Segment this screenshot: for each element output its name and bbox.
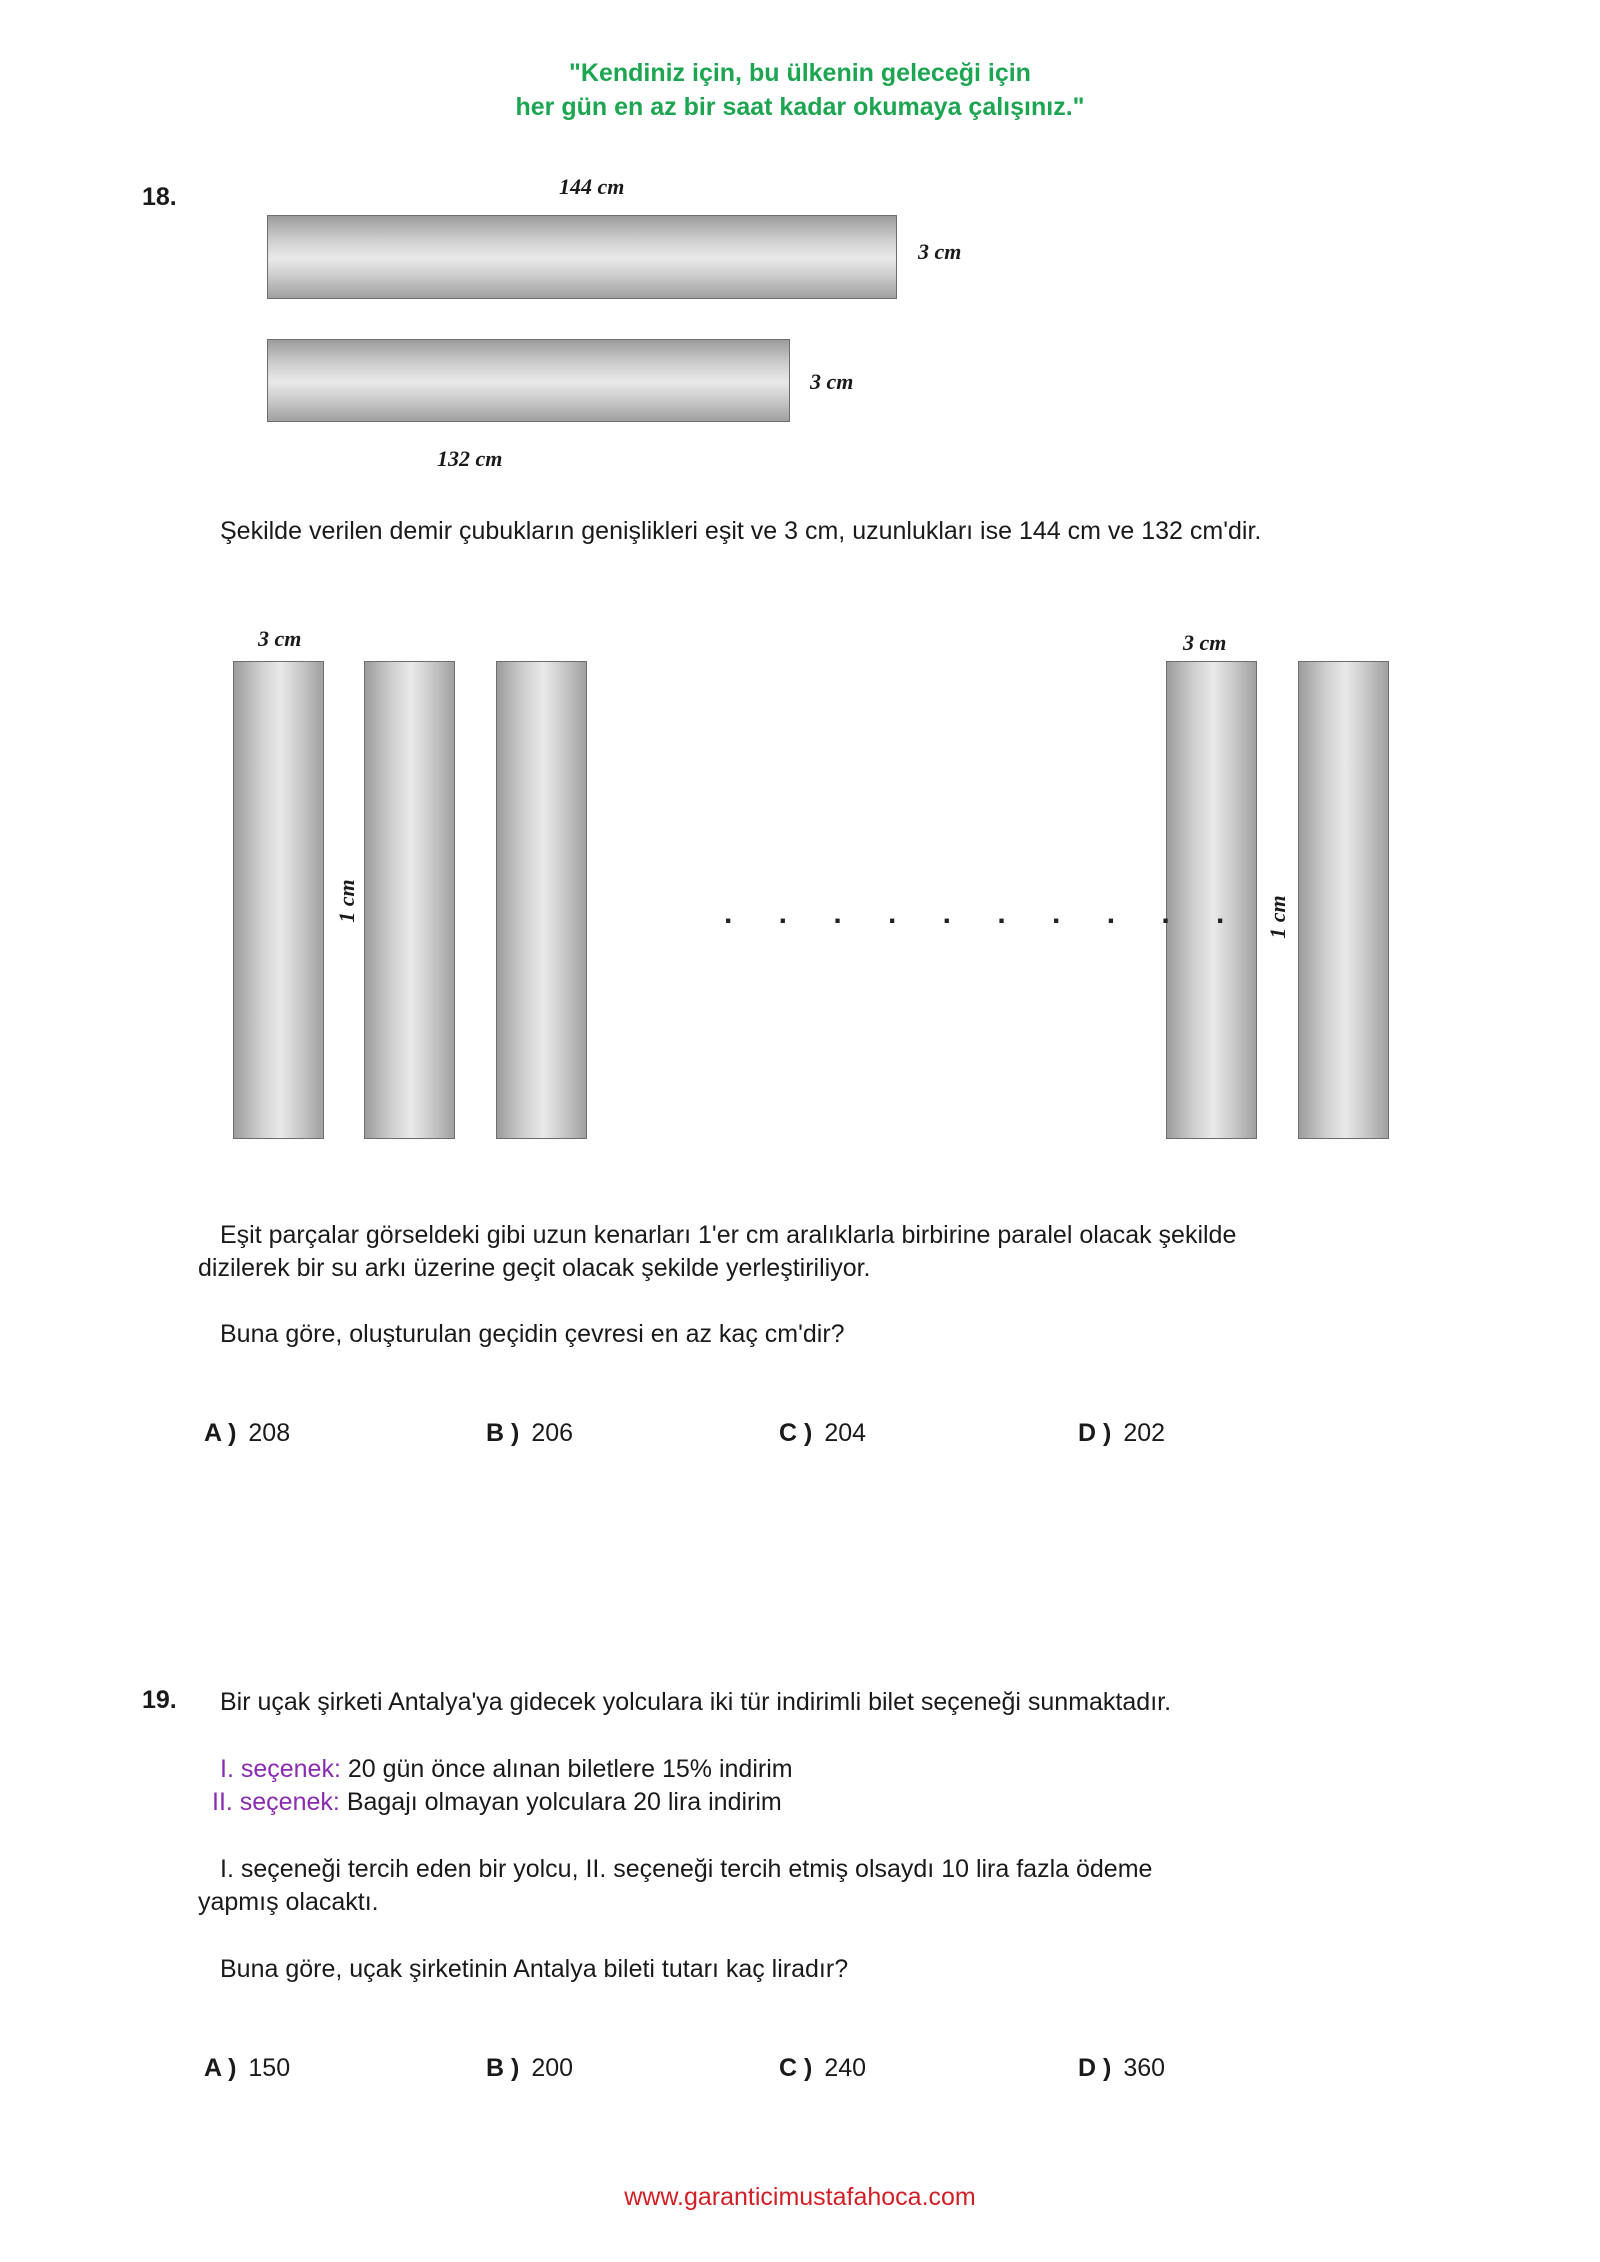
piece-2 [364, 661, 455, 1139]
q18-paragraph-line-1: Eşit parçalar görseldeki gibi uzun kenarları 1'er cm aralıklarla birbirine paralel olacak şekilde [220, 1221, 1237, 1249]
q18-statement: Şekilde verilen demir çubukların genişlikleri eşit ve 3 cm, uzunlukları ise 144 cm ve 132 cm'dir. [220, 517, 1262, 545]
bottom-bar-length-label: 132 cm [437, 446, 503, 471]
q19-statement: Bir uçak şirketi Antalya'ya gidecek yolculara iki tür indirimli bilet seçeneği sunmaktadır. [220, 1688, 1172, 1716]
quote-line-2: her gün en az bir saat kadar okumaya çalışınız." [515, 93, 1085, 121]
right-gap-label: 1 cm [1265, 895, 1290, 939]
q18-option-b[interactable]: B ) 206 [486, 1419, 574, 1447]
q19-choice-1 [220, 1753, 793, 1786]
q18-question: Buna göre, oluşturulan geçidin çevresi en az kaç cm'dir? [220, 1320, 845, 1348]
q18-option-c[interactable]: C ) 204 [779, 1419, 867, 1447]
q19-option-a[interactable]: A ) 150 [204, 2054, 291, 2082]
bottom-bar-width-label: 3 cm [810, 369, 854, 394]
q19-option-d[interactable]: D ) 360 [1078, 2054, 1166, 2082]
q18-option-d[interactable]: D ) 202 [1078, 1419, 1166, 1447]
q19-option-c[interactable]: C ) 240 [779, 2054, 867, 2082]
piece-3 [496, 661, 587, 1139]
piece-1 [233, 661, 324, 1139]
q19-option-b[interactable]: B ) 200 [486, 2054, 574, 2082]
choice-1-text: 20 gün önce alınan biletlere 15% indirim [347, 1755, 793, 1783]
q19-paragraph-line-2: yapmış olacaktı. [198, 1888, 379, 1916]
question-18-number: 18. [142, 183, 177, 211]
right-piece-width-label: 3 cm [1183, 630, 1227, 655]
top-bar-width-label: 3 cm [918, 239, 962, 264]
q19-paragraph-line-1: I. seçeneği tercih eden bir yolcu, II. seçeneği tercih etmiş olsaydı 10 lira fazla ödeme [220, 1855, 1153, 1883]
choice-2-text: Bagajı olmayan yolculara 20 lira indirim [346, 1788, 782, 1816]
footer-website-link[interactable]: www.garanticimustafahoca.com [624, 2183, 976, 2211]
left-piece-width-label: 3 cm [258, 626, 302, 651]
left-gap-label: 1 cm [334, 879, 359, 923]
choice-1-label: I. seçenek: [220, 1755, 341, 1783]
short-iron-bar [267, 339, 790, 422]
q18-paragraph-line-2: dizilerek bir su arkı üzerine geçit olacak şekilde yerleştiriliyor. [198, 1254, 871, 1282]
piece-n [1298, 661, 1389, 1139]
q18-option-a[interactable]: A ) 208 [204, 1419, 291, 1447]
q19-question: Buna göre, uçak şirketinin Antalya bileti tutarı kaç liradır? [220, 1955, 849, 1983]
q19-choice-2 [212, 1786, 782, 1819]
top-bar-length-label: 144 cm [559, 174, 625, 199]
quote-line-1: "Kendiniz için, bu ülkenin geleceği için [569, 59, 1031, 87]
question-19-number: 19. [142, 1686, 177, 1714]
choice-2-label: II. seçenek: [212, 1788, 340, 1816]
ellipsis-dots: . . . . . . . . . . [724, 897, 1244, 930]
long-iron-bar [267, 215, 897, 299]
header-quote [0, 56, 1600, 124]
